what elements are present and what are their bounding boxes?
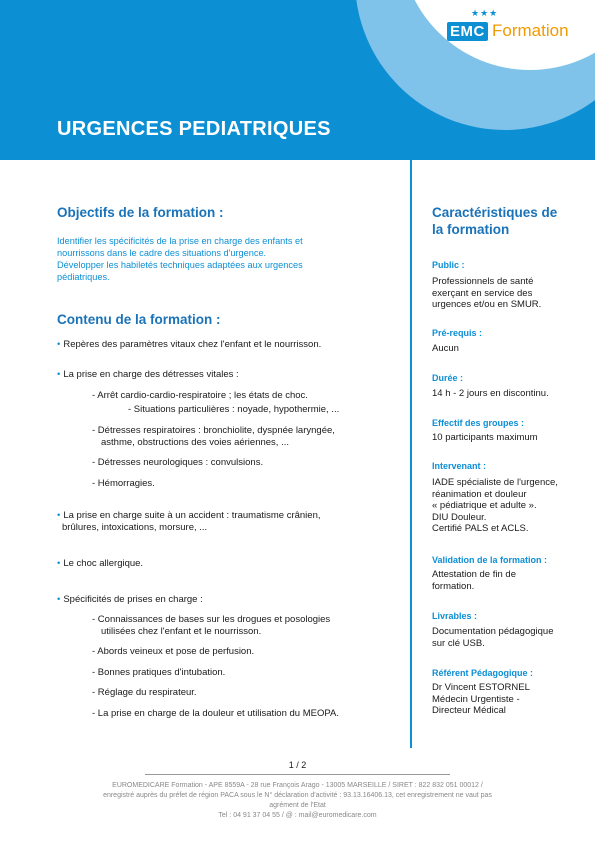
contenu-bullet: • Spécificités de prises en charge : bbox=[57, 594, 203, 605]
contenu-bullet: • La prise en charge des détresses vitales : bbox=[57, 369, 239, 380]
validation-label: Validation de la formation : bbox=[432, 555, 548, 565]
bullet-dot-icon: • bbox=[57, 339, 61, 350]
logo-formation: Formation bbox=[492, 21, 569, 40]
livrables-label: Livrables : bbox=[432, 611, 478, 621]
objectifs-line: Développer les habiletés techniques adaptées aux urgences bbox=[57, 260, 303, 270]
sub-item: - Détresses respiratoires : bronchiolite, dyspnée laryngée, bbox=[92, 425, 335, 436]
public-value: Professionnels de santé exerçant en service des urgences et/ou en SMUR. bbox=[432, 276, 542, 310]
bullet-dot-icon: • bbox=[57, 369, 61, 380]
footer-rule bbox=[145, 774, 450, 775]
contenu-bullet: • Repères des paramètres vitaux chez l'enfant et le nourrisson. bbox=[57, 339, 322, 350]
effectif-label: Effectif des groupes : bbox=[432, 418, 525, 428]
caracteristiques-heading: Caractéristiques de la formation bbox=[432, 205, 558, 237]
sub-item: - Détresses neurologiques : convulsions. bbox=[92, 457, 264, 468]
sub-item: - Hémorragies. bbox=[92, 478, 155, 489]
sub-item: - La prise en charge de la douleur et utilisation du MEOPA. bbox=[92, 708, 339, 719]
footer-line: EUROMEDICARE Formation - APE 8559A - 28 rue François Arago - 13005 MARSEILLE / SIRET : 822 832 051 00012 / bbox=[112, 782, 483, 789]
objectifs-line: nourrissons dans le cadre des situations d'urgence. bbox=[57, 248, 267, 258]
effectif-value: 10 participants maximum bbox=[432, 432, 538, 443]
intervenant-label: Intervenant : bbox=[432, 461, 487, 471]
public-label: Public : bbox=[432, 260, 465, 270]
bullet-dot-icon: • bbox=[57, 558, 61, 569]
sub-item-continued: asthme, obstructions des voies aériennes, ... bbox=[101, 437, 289, 448]
bullet-dot-icon: • bbox=[57, 594, 61, 605]
sub-item: - Bonnes pratiques d'intubation. bbox=[92, 667, 226, 678]
contenu-heading: Contenu de la formation : bbox=[57, 312, 221, 327]
sub-item: - Arrêt cardio-cardio-respiratoire ; les états de choc. bbox=[92, 390, 308, 401]
sub-item: - Réglage du respirateur. bbox=[92, 687, 197, 698]
referent-value: Dr Vincent ESTORNEL Médecin Urgentiste - Directeur Médical bbox=[432, 682, 530, 716]
bullet-continued: brûlures, intoxications, morsure, ... bbox=[62, 522, 208, 533]
sub-item: - Abords veineux et pose de perfusion. bbox=[92, 646, 255, 657]
emc-formation-logo bbox=[447, 8, 587, 48]
sub-item: - Connaissances de bases sur les drogues et posologies bbox=[92, 614, 331, 625]
footer-line: enregistré auprès du préfet de région PACA sous le N° déclaration d'activité : 93.13.16406.13, cet enregistrement ne vaut pas bbox=[103, 792, 492, 799]
contenu-bullet: • Le choc allergique. bbox=[57, 558, 144, 569]
duree-value: 14 h - 2 jours en discontinu. bbox=[432, 388, 549, 399]
page-title: URGENCES PEDIATRIQUES bbox=[57, 118, 331, 140]
livrables-value: Documentation pédagogique sur clé USB. bbox=[432, 626, 554, 649]
intervenant-value: IADE spécialiste de l'urgence, réanimation et douleur « pédiatrique et adulte ». DIU Douleur. Certifié PALS et ACLS. bbox=[432, 477, 558, 534]
duree-label: Durée : bbox=[432, 373, 464, 383]
objectifs-heading: Objectifs de la formation : bbox=[57, 205, 224, 220]
referent-label: Référent Pédagogique : bbox=[432, 668, 534, 678]
header-banner bbox=[0, 0, 595, 160]
prerequis-label: Pré-requis : bbox=[432, 328, 483, 338]
prerequis-value: Aucun bbox=[432, 343, 459, 354]
sub-item: - Situations particulières : noyade, hypothermie, ... bbox=[128, 404, 340, 415]
objectifs-line: Identifier les spécificités de la prise en charge des enfants et bbox=[57, 236, 303, 246]
page-number: 1 / 2 bbox=[288, 760, 307, 770]
sub-item-continued: utilisées chez l'enfant et le nourrisson. bbox=[101, 626, 262, 637]
bullet-dot-icon: • bbox=[57, 510, 61, 521]
contenu-bullet: • La prise en charge suite à un accident : traumatisme crânien, bbox=[57, 510, 321, 521]
validation-value: Attestation de fin de formation. bbox=[432, 569, 516, 592]
objectifs-text bbox=[57, 235, 377, 283]
objectifs-line: pédiatriques. bbox=[57, 272, 110, 282]
logo-emc: EMC bbox=[447, 22, 488, 41]
footer-line: agrément de l'Etat bbox=[269, 802, 326, 809]
column-divider bbox=[410, 160, 412, 748]
footer-contact: Tel : 04 91 37 04 55 / @ : mail@euromedicare.com bbox=[218, 812, 377, 819]
logo-stars-icon: ★★★ bbox=[471, 8, 499, 18]
